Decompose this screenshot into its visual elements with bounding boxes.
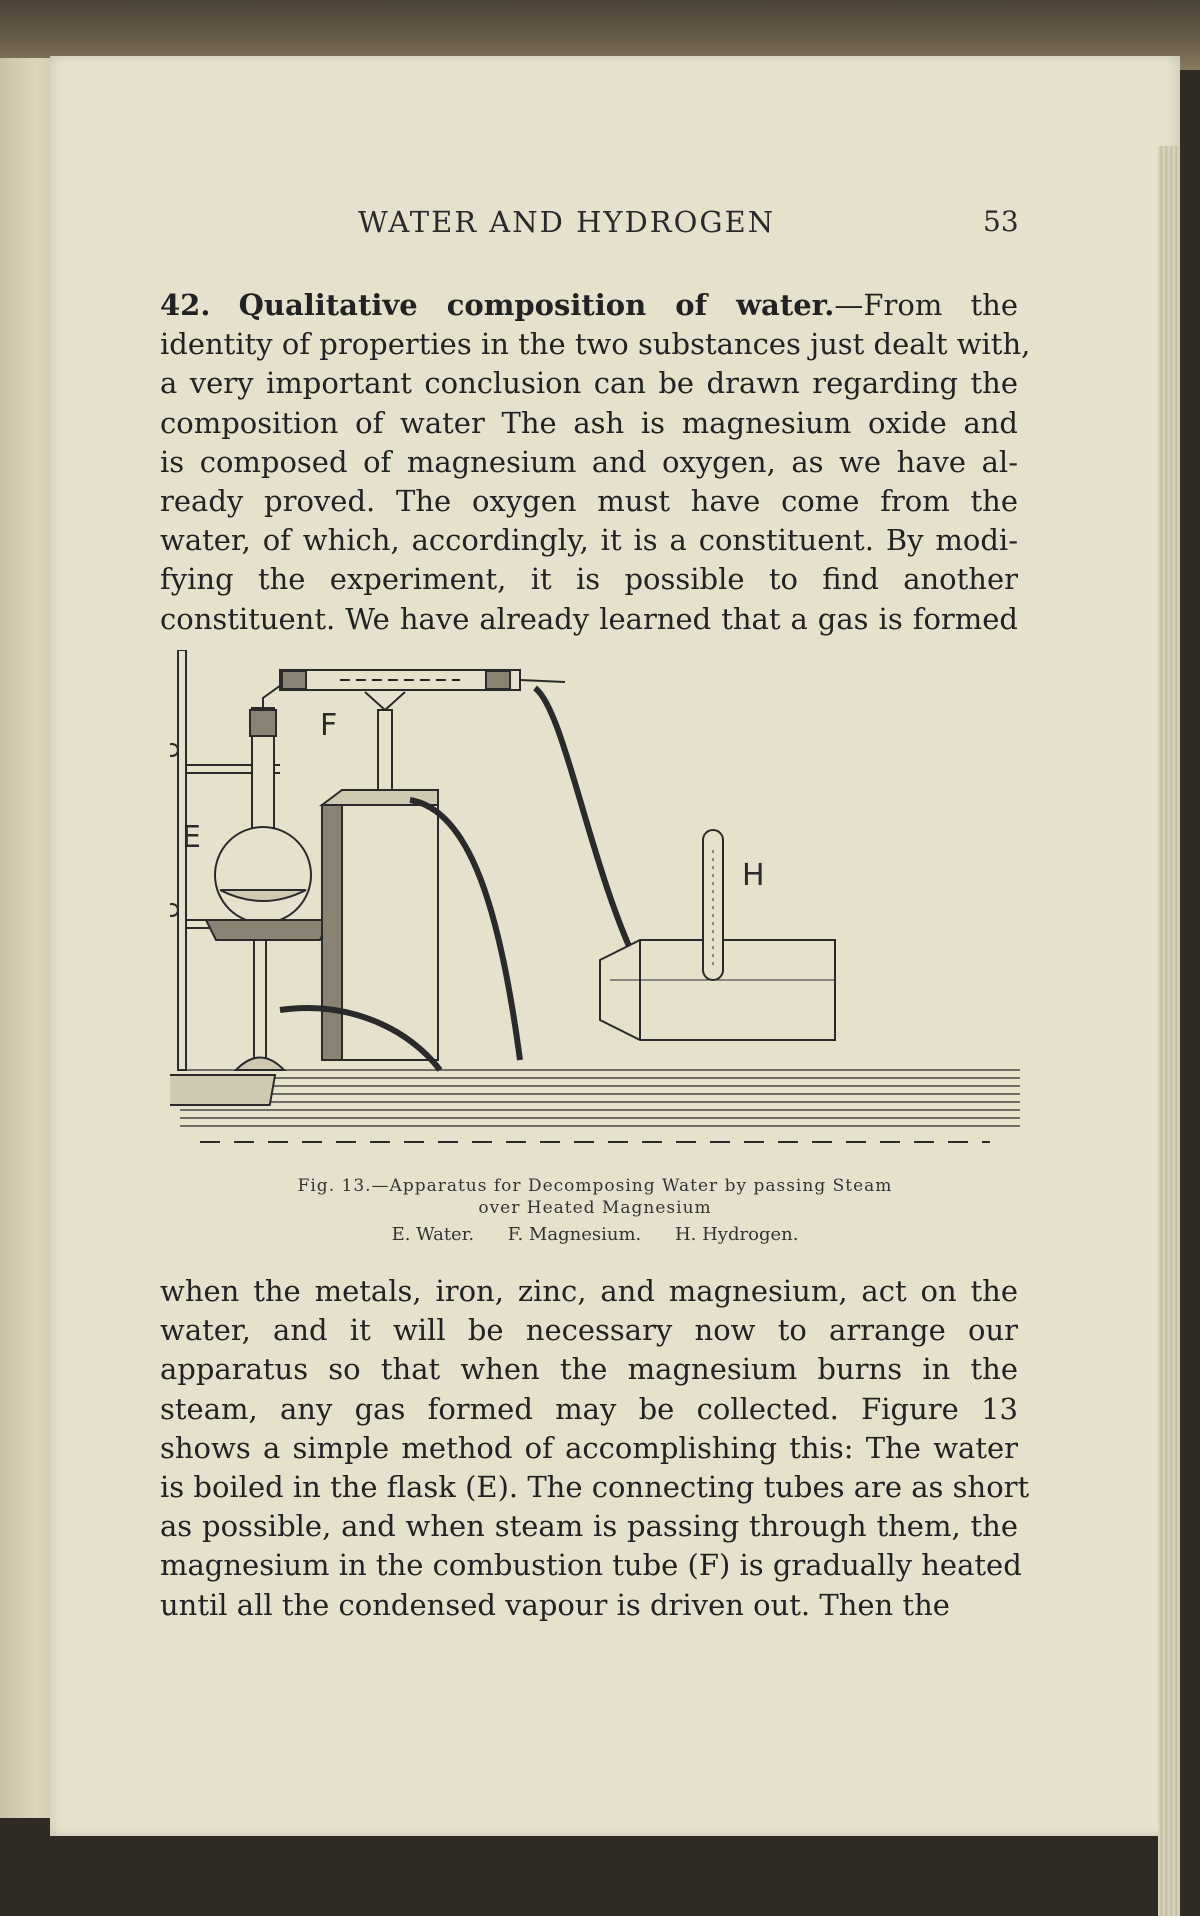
label-e: E [182, 820, 201, 855]
flask-e [215, 708, 311, 923]
text-line: steam, any gas formed may be collected. Figure 13 [160, 1391, 1018, 1426]
text-line: magnesium in the combustion tube (F) is gradually heated [160, 1548, 1022, 1583]
text-line: is boiled in the flask (E). The connecting tubes are as short [160, 1469, 1030, 1504]
page-stack-edge [1158, 146, 1180, 1916]
figure-caption-line1: Fig. 13.—Apparatus for Decomposing Water by passing Steam [297, 1176, 893, 1196]
page-number: 53 [983, 205, 1019, 238]
text-line-fragment: —From the [834, 288, 1018, 322]
text-line: until all the condensed vapour is driven out. Then the [160, 1587, 950, 1622]
running-head: WATER AND HYDROGEN [358, 205, 776, 239]
text-line: ready proved. The oxygen must have come from the [160, 483, 1018, 518]
legend-f: F. Magnesium. [507, 1224, 642, 1245]
label-h: H [742, 858, 765, 893]
figure-caption-line2: over Heated Magnesium [478, 1198, 712, 1218]
text-line: as possible, and when steam is passing through them, the [160, 1509, 1018, 1544]
text-line: constituent. We have already learned that a gas is formed [160, 601, 1018, 636]
text-line: a very important conclusion can be drawn regarding the [160, 366, 1018, 401]
table-surface [180, 1070, 1020, 1126]
wooden-block [322, 790, 438, 1060]
figure-legend [160, 1224, 1030, 1245]
text-line: composition of water The ash is magnesium oxide and [160, 405, 1018, 440]
section-number: 42. [160, 288, 211, 322]
combustion-tube-f [263, 670, 565, 710]
paragraph-bottom [160, 1272, 1030, 1625]
text-line: shows a simple method of accomplishing this: The water [160, 1430, 1018, 1465]
text-line: water, and it will be necessary now to arrange our [160, 1313, 1018, 1348]
text-line: when the metals, iron, zinc, and magnesium, act on the [160, 1274, 1018, 1308]
text-line: identity of properties in the two substances just dealt with, [160, 327, 1031, 362]
text-line: fying the experiment, it is possible to find another [160, 562, 1018, 597]
legend-e: E. Water. [391, 1224, 475, 1245]
text-line: apparatus so that when the magnesium burns in the [160, 1352, 1018, 1387]
legend-h: H. Hydrogen. [674, 1224, 799, 1245]
flask-burner [206, 920, 330, 1070]
text-line [160, 286, 1018, 325]
section-title: Qualitative composition of water. [238, 288, 835, 322]
apparatus-illustration [170, 650, 1030, 1170]
paragraph-top [160, 286, 1031, 639]
text-line: is composed of magnesium and oxygen, as we have al- [160, 444, 1018, 479]
label-f: F [320, 708, 338, 743]
text-line: water, of which, accordingly, it is a constituent. By modi- [160, 523, 1018, 558]
collecting-tube-h [703, 830, 723, 980]
